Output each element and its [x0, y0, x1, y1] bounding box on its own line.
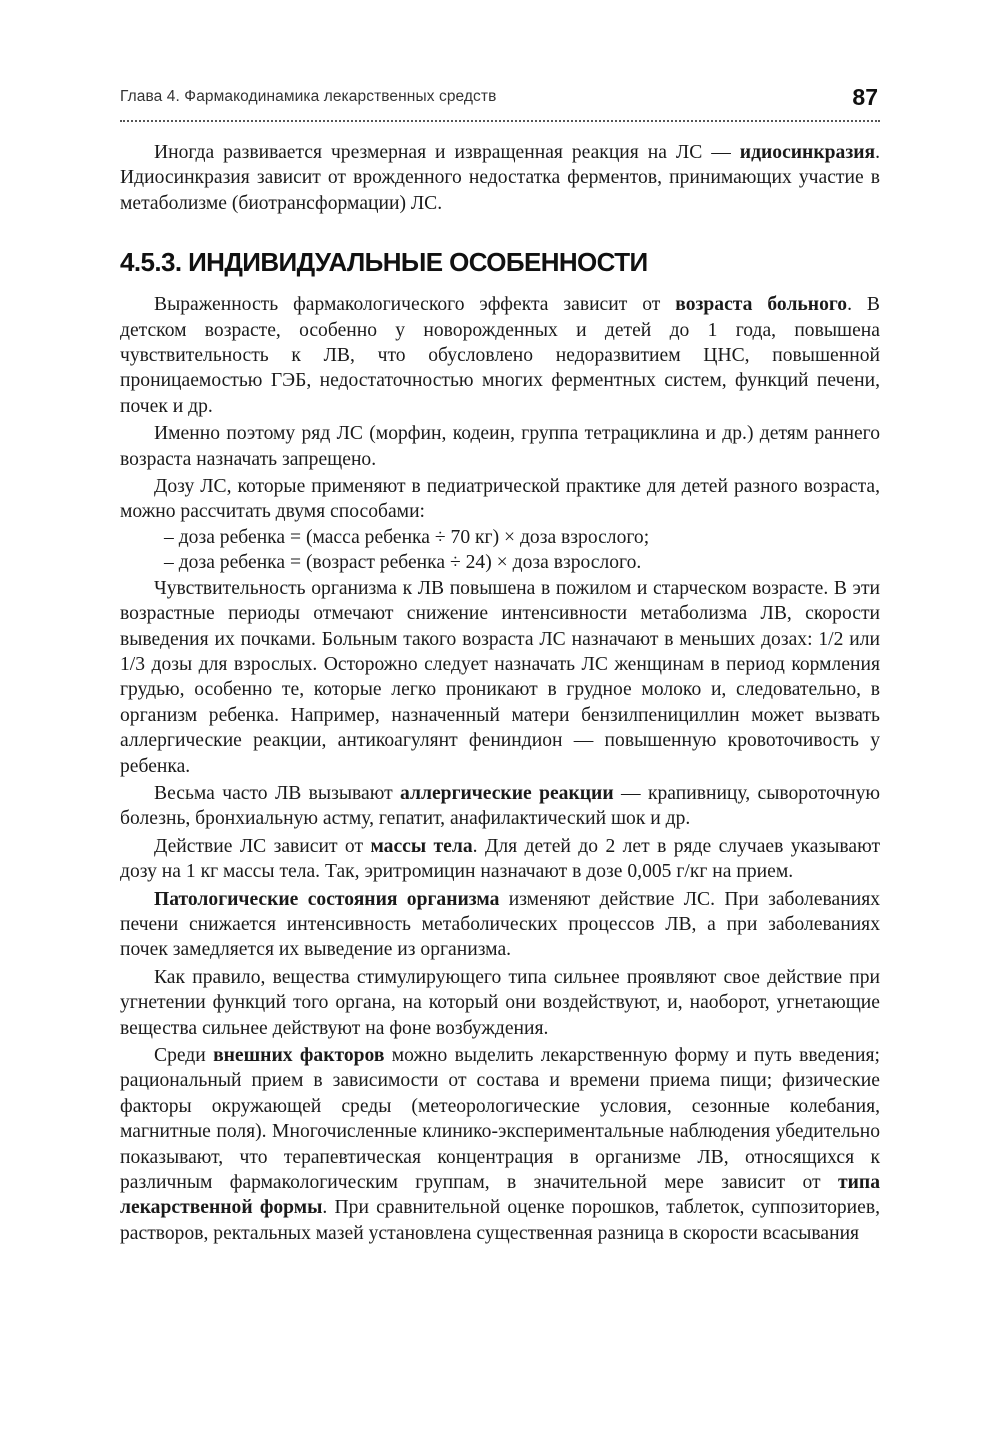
running-head: Глава 4. Фармакодинамика лекарственных средств [120, 88, 497, 105]
text-run: изменяют действие ЛС. При заболеваниях печени снижается интенсивность метаболических процессов ЛВ, а при заболеваниях почек замедляется их выведение из организма. [120, 888, 880, 961]
text-run: Иногда развивается чрезмерная и извращенная реакция на ЛС — [154, 142, 740, 163]
term-idiosyncrasy: идиосинкразия [739, 142, 876, 163]
text-run: Весьма часто ЛВ вызывают [154, 782, 401, 804]
text-run: . Для детей до 2 лет в ряде случаев указывают дозу на 1 кг массы тела. Так, эритромицин назначают в дозе 0,005 г/кг на прием. [120, 835, 881, 883]
paragraph-age [120, 292, 880, 419]
section-title: 4.5.3. ИНДИВИДУАЛЬНЫЕ ОСОБЕННОСТИ [120, 247, 648, 278]
text-run: Выраженность фармакологического эффекта зависит от [154, 294, 676, 316]
paragraph-stimulants: Как правило, вещества стимулирующего типа сильнее проявляют свое действие при угнетении функций того органа, на который они воздействуют, и, наоборот, угнетающие вещества сильнее действуют на фоне возбуждения. [120, 966, 880, 1039]
paragraph-pathology [120, 887, 880, 963]
paragraph-external-factors [120, 1043, 880, 1246]
term-allergic-reactions: аллергические реакции [400, 782, 614, 804]
term-patient-age: возраста больного [675, 294, 848, 316]
paragraph-idiosyncrasy [120, 140, 880, 216]
paragraph-elderly: Чувствительность организма к ЛВ повышена в пожилом и старческом возрасте. В эти возрастные периоды отмечают снижение интенсивности метаболизма ЛВ, скорости выведения их почками. Больным такого возраста ЛС назначают в меньших дозах: 1/2 или 1/3 дозы для взрослых. Осторожно следует назначать ЛС женщинам в период кормления грудью, особенно те, которые легко проникают в грудное молоко и, следовательно, в организм ребенка. Например, назначенный матери бензилпенициллин может вызвать аллергические реакции, антикоагулянт фениндион — повышенную кровоточивость у ребенка. [120, 577, 880, 777]
text-run: Действие ЛС зависит от [154, 835, 371, 857]
text-run: можно выделить лекарственную форму и путь введения; рациональный прием в зависимости от состава и времени приема пищи; физические факторы окружающей среды (метеорологические условия, сезонные колебания, магнитные поля). Многочисленные клинико-экспериментальные наблюдения убедительно показывают, что терапевтическая концентрация в организме ЛВ, относящихся к различным фармакологическим группам, в значительной мере зависит от [120, 1045, 880, 1194]
page-body [120, 140, 880, 1246]
term-dosage-form-type: типа лекарственной формы [120, 1172, 880, 1219]
text-run: . Идиосинкразия зависит от врожденного недостатка ферментов, принимающих участие в метаболизме (биотрансформации) ЛС. [120, 142, 880, 214]
paragraph-body-mass [120, 834, 880, 885]
term-pathological-states: Патологические состояния организма [154, 888, 500, 910]
text-run: — крапивницу, сывороточную болезнь, бронхиальную астму, гепатит, анафилактический шок и др. [120, 782, 881, 830]
list-item-dose-age: – доза ребенка = (возраст ребенка ÷ 24) × доза взрослого. [164, 552, 642, 574]
term-body-mass: массы тела [370, 835, 473, 857]
list-item-dose-mass: – доза ребенка = (масса ребенка ÷ 70 кг) × доза взрослого; [164, 526, 650, 548]
term-external-factors: внешних факторов [213, 1045, 385, 1066]
text-run: . В детском возрасте, особенно у новорожденных и детей до 1 года, повышена чувствительность к ЛВ, что обусловлено недоразвитием ЦНС, повышенной проницаемостью ГЭБ, недостаточностью многих ферментных систем, функций печени, почек и др. [120, 294, 880, 417]
paragraph-dose-methods: Дозу ЛС, которые применяют в педиатрической практике для детей разного возраста, можно рассчитать двумя способами: [120, 476, 880, 523]
paragraph-allergy [120, 781, 880, 832]
page-header [120, 86, 880, 122]
text-run: Среди [154, 1045, 214, 1066]
text-run: . При сравнительной оценке порошков, таблеток, суппозиториев, растворов, ректальных мазей установлена существенная разница в скорости всасывания [120, 1197, 881, 1244]
paragraph-prohibited: Именно поэтому ряд ЛС (морфин, кодеин, группа тетрациклина и др.) детям раннего возраста назначать запрещено. [120, 423, 880, 470]
page-number: 87 [852, 84, 878, 110]
